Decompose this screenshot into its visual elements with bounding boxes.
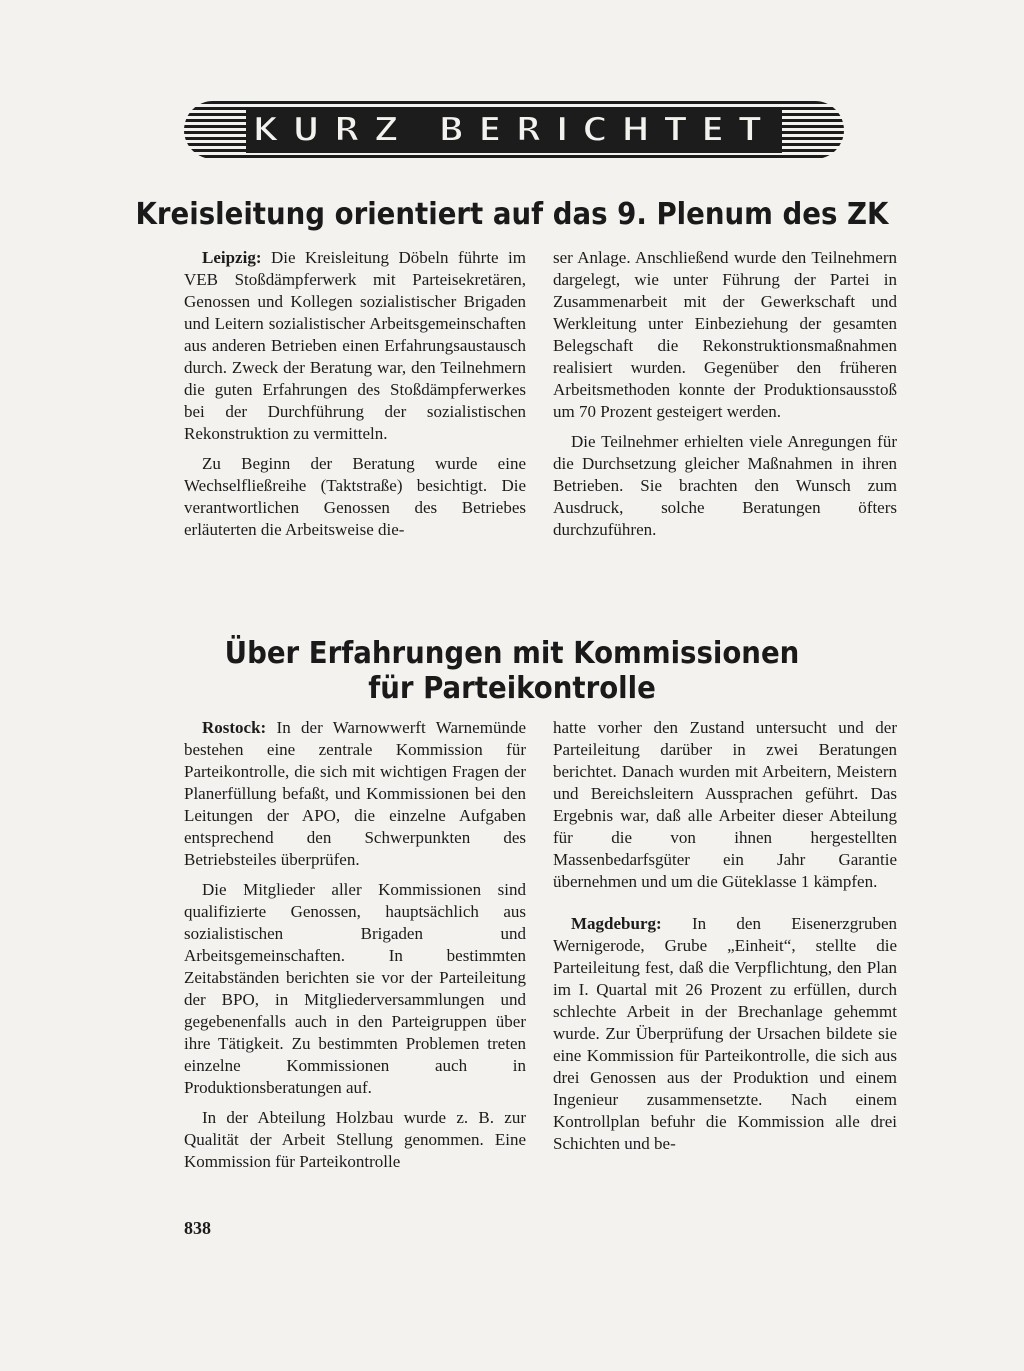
paragraph-text: In den Eisenerzgruben Wernigerode, Grube „Einheit“, stellte die Parteileitung fest, daß die Verpflichtung, den Plan im I. Quartal mit 26 Prozent zu erfüllen, durch schlechte Arbeit in der Brechanlage gehemmt wurde. Zur Überprüfung der Ursachen bildete sie eine Kommission für Parteikontrolle, die sich aus drei Genossen aus der Produktion und einem Ingenieur zusammensetzte. Nach einem Kontrollplan befuhr die Kommission alle drei Schichten und be- [553,914,897,1153]
article1-left-column [184,247,526,541]
paragraph-text: Die Mitglieder aller Kommissionen sind qualifizierte Genossen, hauptsächlich aus sozialistischen Brigaden und Arbeitsgemeinschaften. In bestimmten Zeitabständen berichten sie vor der Parteileitung der BPO, in Mitgliederversammlungen und gegebenenfalls auch in den Parteigruppen über ihre Tätigkeit. Zu bestimmten Problemen treten einzelne Kommissionen auch in Produktionsberatungen auf. [184,880,526,1097]
article1-title: Kreisleitung orientiert auf das 9. Plenum des ZK [135,197,889,232]
article2-title-line-2: für Parteikontrolle [368,671,656,706]
article2-paragraph-5 [553,913,897,1155]
article2-left-column [184,717,526,1173]
article1-paragraph-4: Die Teilnehmer erhielten viele Anregungen für die Durchsetzung gleicher Maßnahmen in ihren Betrieben. Sie brachten den Wunsch zum Ausdruck, solche Beratungen öfters durchzuführen. [553,432,897,539]
paragraph-text: In der Warnowwerft Warnemünde bestehen eine zentrale Kommission für Parteikontrolle, die sich mit wichtigen Fragen der Planerfüllung befaßt, und Kommissionen bei den Leitungen der APO, die einzelne Aufgaben entsprechend den Schwerpunkten des Betriebsteiles überprüfen. [184,718,526,869]
paragraph-text: In der Abteilung Holzbau wurde z. B. zur Qualität der Arbeit Stellung genommen. Eine Kommission für Parteikontrolle [184,1108,526,1171]
banner-title: KURZ BERICHTET [246,107,781,153]
section-banner [184,101,844,159]
article1-right-column [553,247,897,541]
article2-paragraph-4 [553,717,897,893]
paragraph-text: Die Kreisleitung Döbeln führte im VEB Stoßdämpferwerk mit Parteisekretären, Genossen und Kollegen sozialistischer Brigaden und Leitern sozialistischer Arbeitsgemeinschaften aus anderen Betrieben einen Erfahrungsaustausch durch. Zweck der Beratung war, den Teilnehmern die guten Erfahrungen des Stoßdämpferwerkes bei der Durchführung der sozialistischen Rekonstruktion zu vermitteln. [184,248,526,443]
article2-paragraph-3 [184,1107,526,1173]
place-label: Leipzig: [202,248,262,267]
article2-title-line-1: Über Erfahrungen mit Kommissionen [224,636,800,671]
article2-right-column [553,717,897,1155]
paragraph-text: hatte vorher den Zustand untersucht und der Parteileitung darüber in zwei Beratungen berichtet. Danach wurden mit Arbeitern, Meistern und Bereichsleitern Aussprachen geführt. Das Ergebnis war, daß alle Arbeiter dieser Abteilung für die von ihnen hergestellten Massenbedarfsgüter ein Jahr Garantie übernehmen und um die Güteklasse 1 kämpfen. [553,718,897,891]
place-label: Rostock: [202,718,267,737]
page-number: 838 [184,1218,211,1238]
article1-paragraph-2 [184,453,526,541]
article2-paragraph-1 [184,717,526,871]
place-label: Magdeburg: [571,914,662,933]
article2-paragraph-2 [184,879,526,1099]
article1-paragraph-3: ser Anlage. Anschließend wurde den Teilnehmern dargelegt, wie unter Führung der Partei in Zusammenarbeit mit der Gewerkschaft und Werkleitung unter Einbeziehung der gesamten Belegschaft die Rekonstruktionsmaßnahmen realisiert wurden. Gegenüber den früheren Arbeitsmethoden konnte der Produktionsausstoß um 70 Prozent gesteigert werden. [553,248,897,421]
article1-paragraph-1 [184,247,526,445]
paragraph-text: Zu Beginn der Beratung wurde eine Wechselfließreihe (Taktstraße) besichtigt. Die verantwortlichen Genossen des Betriebes erläuterten die Arbeitsweise die- [184,454,526,539]
